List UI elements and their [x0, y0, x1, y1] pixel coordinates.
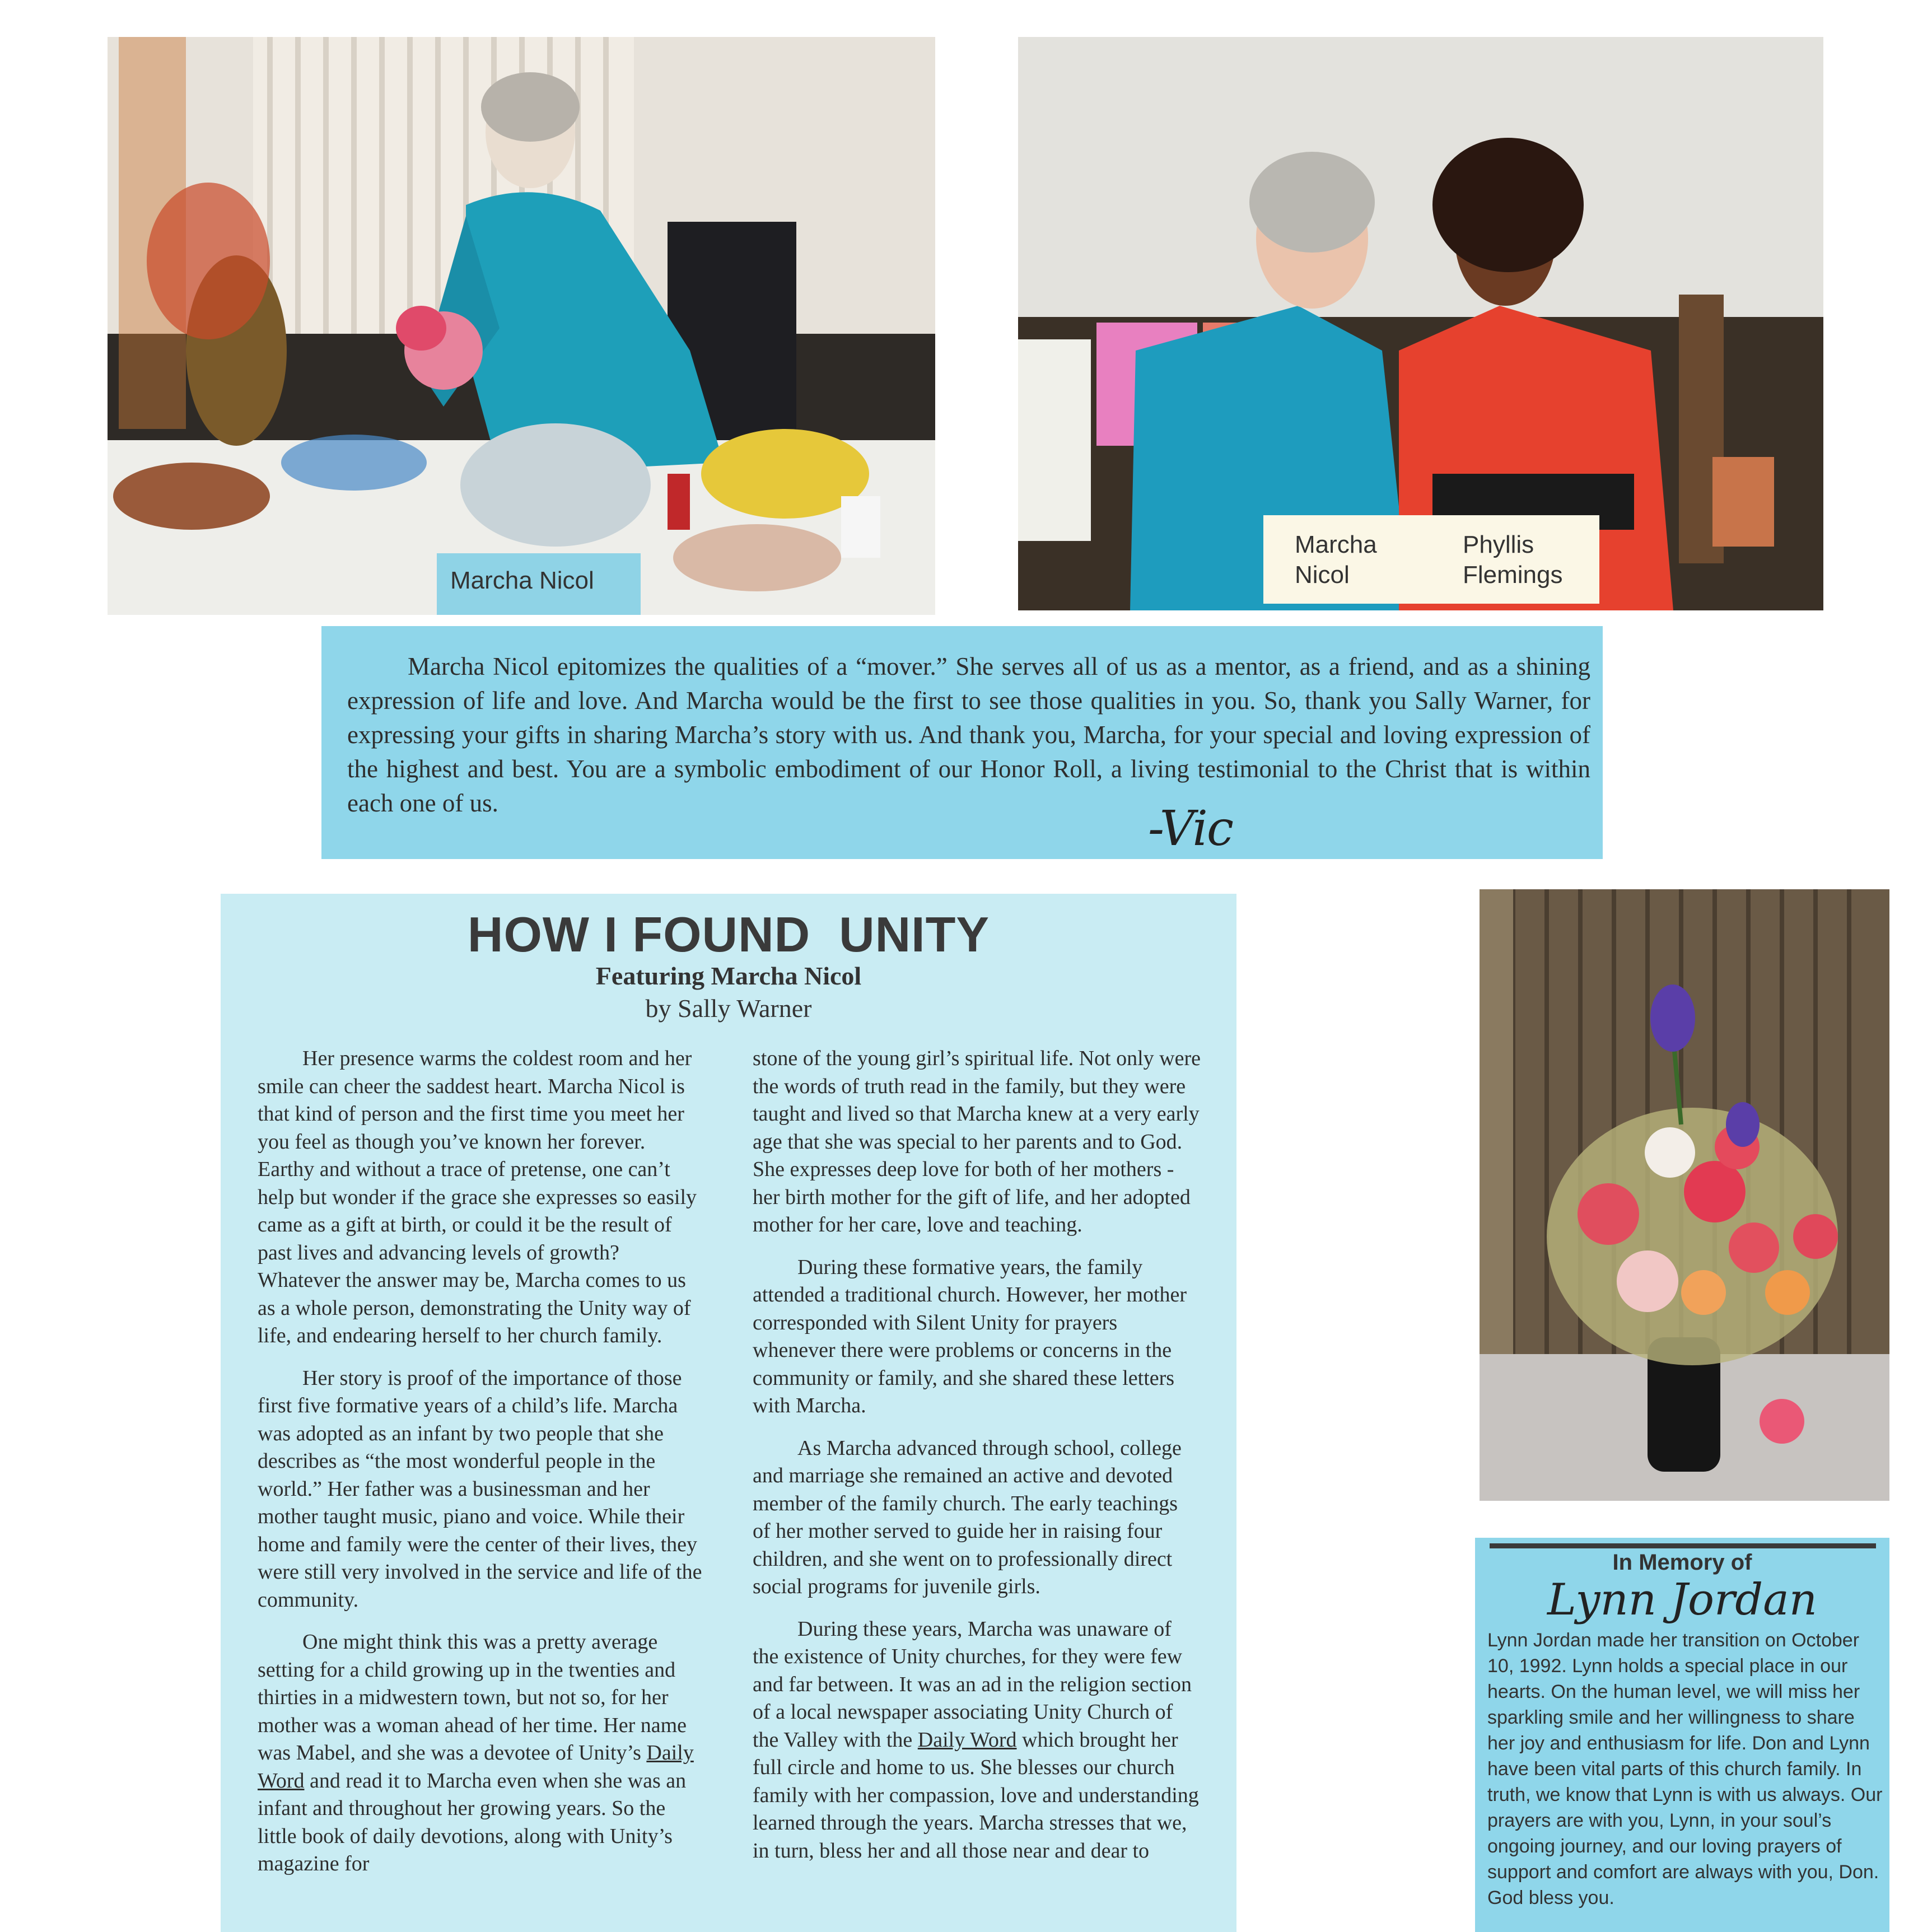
- memorial-rule: [1490, 1543, 1876, 1548]
- article-byline: by Sally Warner: [645, 994, 812, 1023]
- col1-paragraph-1: [258, 1045, 706, 1350]
- signature: -Vic: [1148, 801, 1233, 857]
- caption-marcha-line1: Marcha: [1295, 531, 1377, 558]
- col1-paragraph-3: [258, 1628, 706, 1878]
- memorial-box: [1475, 1538, 1889, 1932]
- col1-paragraph-2: [258, 1365, 706, 1614]
- col1-p3b-text: and read it to Marcha even when she was an infant and throughout her growing years. So the little book of daily devotions, along with Unity’s magazine for: [258, 1768, 687, 1875]
- col2-paragraph-3: [753, 1435, 1201, 1601]
- col1-p1-text: Her presence warms the coldest room and her smile can cheer the saddest heart. Marcha Nicol is that kind of person and the first time you meet her you feel as though you’ve known her forever. Earthy and without a trace of pretense, one can’t help but wonder if the grace she expresses so easily came as a gift at birth, or could it be the result of past lives and advancing levels of growth? Whatever the answer may be, Marcha comes to us as a whole person, demonstrating the Unity way of life, and endearing herself to her church family.: [258, 1047, 697, 1347]
- photo-caption-marcha: [437, 553, 641, 615]
- col2-p4b-text: which brought her full circle and home to us. She blesses our church family with her compassion, love and understanding learned through the years. Marcha stresses that we, in turn, bless her and all those near and dear to: [753, 1728, 1199, 1863]
- tribute-box: [321, 626, 1603, 859]
- col1-p3a-text: One might think this was a pretty average setting for a child growing up in the twenties and thirties in a midwestern town, but not so, for her mother was a woman ahead of her time. Her name was Mabel, and she was a devotee of Unity’s: [258, 1630, 687, 1765]
- article-how-i-found-unity: [221, 894, 1236, 1932]
- tribute-text: Marcha Nicol epitomizes the qualities of a “mover.” She serves all of us as a mentor, as a friend, and as a shining expression of life and love. And Marcha would be the first to see those qualities in you. So, thank you Sally Warner, for expressing your gifts in sharing Marcha’s story with us. And thank you, Marcha, for your special and loving expression of the highest and best. You are a symbolic embodiment of our Honor Roll, a living testimonial to the Christ that is within each one of us.: [347, 652, 1590, 817]
- caption-text: Marcha Nicol: [450, 567, 594, 594]
- col2-p1-text: stone of the young girl’s spiritual life. Not only were the words of truth read in the family, but they were taught and lived so that Marcha knew at a very early age that she was special to her parents and to God. She expresses deep love for both of her mothers - her birth mother for the gift of life, and her adopted mother for her care, love and teaching.: [753, 1047, 1201, 1236]
- col2-paragraph-4: [753, 1616, 1201, 1865]
- memorial-body: Lynn Jordan made her transition on October 10, 1992. Lynn holds a special place in our hearts. On the human level, we will miss her sparkling smile and her willingness to share her joy and enthusiasm for life. Don and Lynn have been vital parts of this church family. In truth, we know that Lynn is with us always. Our prayers are with you, Lynn, in your soul’s ongoing journey, and our loving prayers of support and comfort are always with you, Don. God bless you.: [1487, 1630, 1883, 1908]
- photo-flower-arrangement: [1480, 889, 1889, 1501]
- col2-p4a-text: During these years, Marcha was unaware of the existence of Unity churches, for they were few and far between. It was an ad in the religion section of a local newspaper associating Unity Church of the Valley with the: [753, 1617, 1192, 1752]
- article-column-2: [753, 1045, 1201, 1879]
- article-subtitle: Featuring Marcha Nicol: [595, 962, 862, 990]
- caption-phyllis-line2: Flemings: [1463, 561, 1563, 589]
- col2-paragraph-1: [753, 1045, 1201, 1239]
- caption-phyllis-line1: Phyllis: [1463, 531, 1534, 558]
- col2-p3-text: As Marcha advanced through school, college and marriage she remained an active and devoted member of the family church. The early teachings of her mother served to guide her in raising four children, and she went on to professionally direct social programs for juvenile girls.: [753, 1436, 1182, 1598]
- memorial-heading: In Memory of: [1612, 1550, 1752, 1575]
- photo-caption-pair: [1263, 515, 1599, 604]
- col1-p2-text: Her story is proof of the importance of those first five formative years of a child’s life. Marcha was adopted as an infant by two people that she describes as “the most wonderful people in the world.” Her father was a businessman and her mother taught music, piano and voice. While their home and family were the center of their lives, they were still very involved in the service and life of the community.: [258, 1366, 702, 1612]
- daily-word-title: Daily Word: [258, 1741, 694, 1793]
- caption-marcha: [1295, 530, 1377, 590]
- article-title: HOW I FOUND UNITY: [467, 907, 990, 962]
- memorial-name: Lynn Jordan: [1547, 1575, 1817, 1625]
- daily-word-title-2: Daily Word: [917, 1728, 1017, 1752]
- caption-marcha-line2: Nicol: [1295, 561, 1350, 589]
- col2-paragraph-2: [753, 1254, 1201, 1420]
- col2-p2-text: During these formative years, the family attended a traditional church. However, her mother corresponded with Silent Unity for prayers whenever there were problems or concerns in the community or family, and she shared these letters with Marcha.: [753, 1255, 1187, 1417]
- photo-marcha-at-table: [108, 37, 935, 615]
- article-column-1: [258, 1045, 706, 1893]
- caption-phyllis: [1463, 530, 1563, 590]
